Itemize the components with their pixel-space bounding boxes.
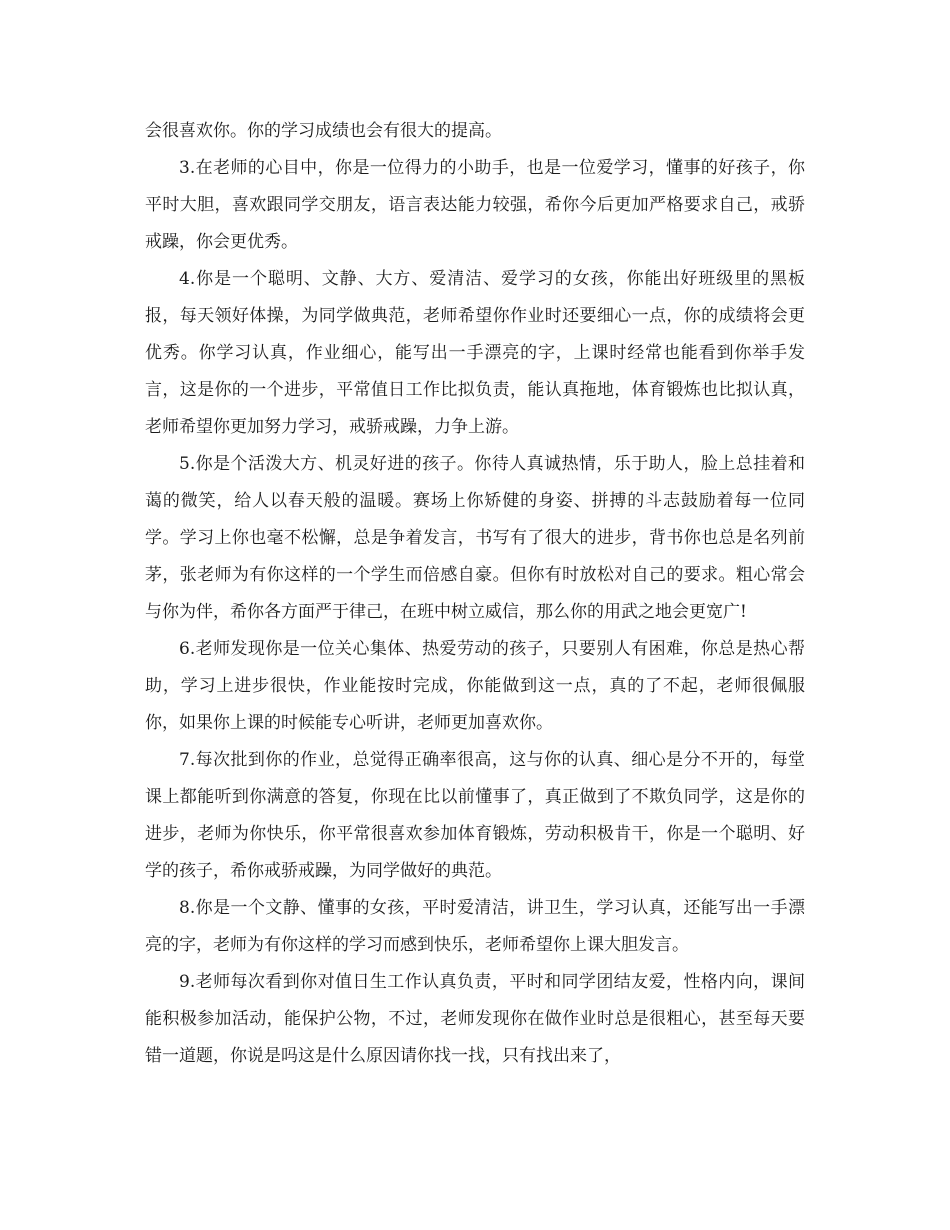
paragraph-item-7: 7.每次批到你的作业，总觉得正确率很高，这与你的认真、细心是分不开的，每堂课上都能听到你满意的答复，你现在比以前懂事了，真正做到了不欺负同学，这是你的进步，老师为你快乐，你平常很喜欢参加体育锻炼，劳动积极肯干，你是一个聪明、好学的孩子，希你戒骄戒躁，为同学做好的典范。 [145,750,805,881]
paragraph-item-4: 4.你是一个聪明、文静、大方、爱清洁、爱学习的女孩，你能出好班级里的黑板报，每天领好体操，为同学做典范，老师希望你作业时还要细心一点，你的成绩将会更优秀。你学习认真，作业细心，能写出一手漂亮的字，上课时经常也能看到你举手发言，这是你的一个进步，平常值日工作比拟负责，能认真拖地，体育锻炼也比拟认真，老师希望你更加努力学习，戒骄戒躁，力争上游。 [145,269,805,437]
paragraph-item-9: 9.老师每次看到你对值日生工作认真负责，平时和同学团结友爱，性格内向，课间能积极参加活动，能保护公物，不过，老师发现你在做作业时总是很粗心，甚至每天要错一道题，你说是吗这是什么原因请你找一找，只有找出来了， [145,972,805,1066]
paragraph-continuation: 会很喜欢你。你的学习成绩也会有很大的提高。 [145,121,502,141]
document-body [145,113,805,1075]
paragraph-item-6: 6.老师发现你是一位关心集体、热爱劳动的孩子，只要别人有困难，你总是热心帮助，学习上进步很快，作业能按时完成，你能做到这一点，真的了不起，老师很佩服你，如果你上课的时候能专心听讲，老师更加喜欢你。 [145,639,805,733]
paragraph-item-8: 8.你是一个文静、懂事的女孩，平时爱清洁，讲卫生，学习认真，还能写出一手漂亮的字，老师为有你这样的学习而感到快乐，老师希望你上课大胆发言。 [145,898,805,955]
paragraph-item-3: 3.在老师的心目中，你是一位得力的小助手，也是一位爱学习，懂事的好孩子，你平时大胆，喜欢跟同学交朋友，语言表达能力较强，希你今后更加严格要求自己，戒骄戒躁，你会更优秀。 [145,158,805,252]
paragraph-item-5: 5.你是个活泼大方、机灵好进的孩子。你待人真诚热情，乐于助人，脸上总挂着和蔼的微笑，给人以春天般的温暖。赛场上你矫健的身姿、拼搏的斗志鼓励着每一位同学。学习上你也毫不松懈，总是争着发言，书写有了很大的进步，背书你也总是名列前茅，张老师为有你这样的一个学生而倍感自豪。但你有时放松对自己的要求。粗心常会与你为伴，希你各方面严于律己，在班中树立威信，那么你的用武之地会更宽广! [145,454,805,622]
